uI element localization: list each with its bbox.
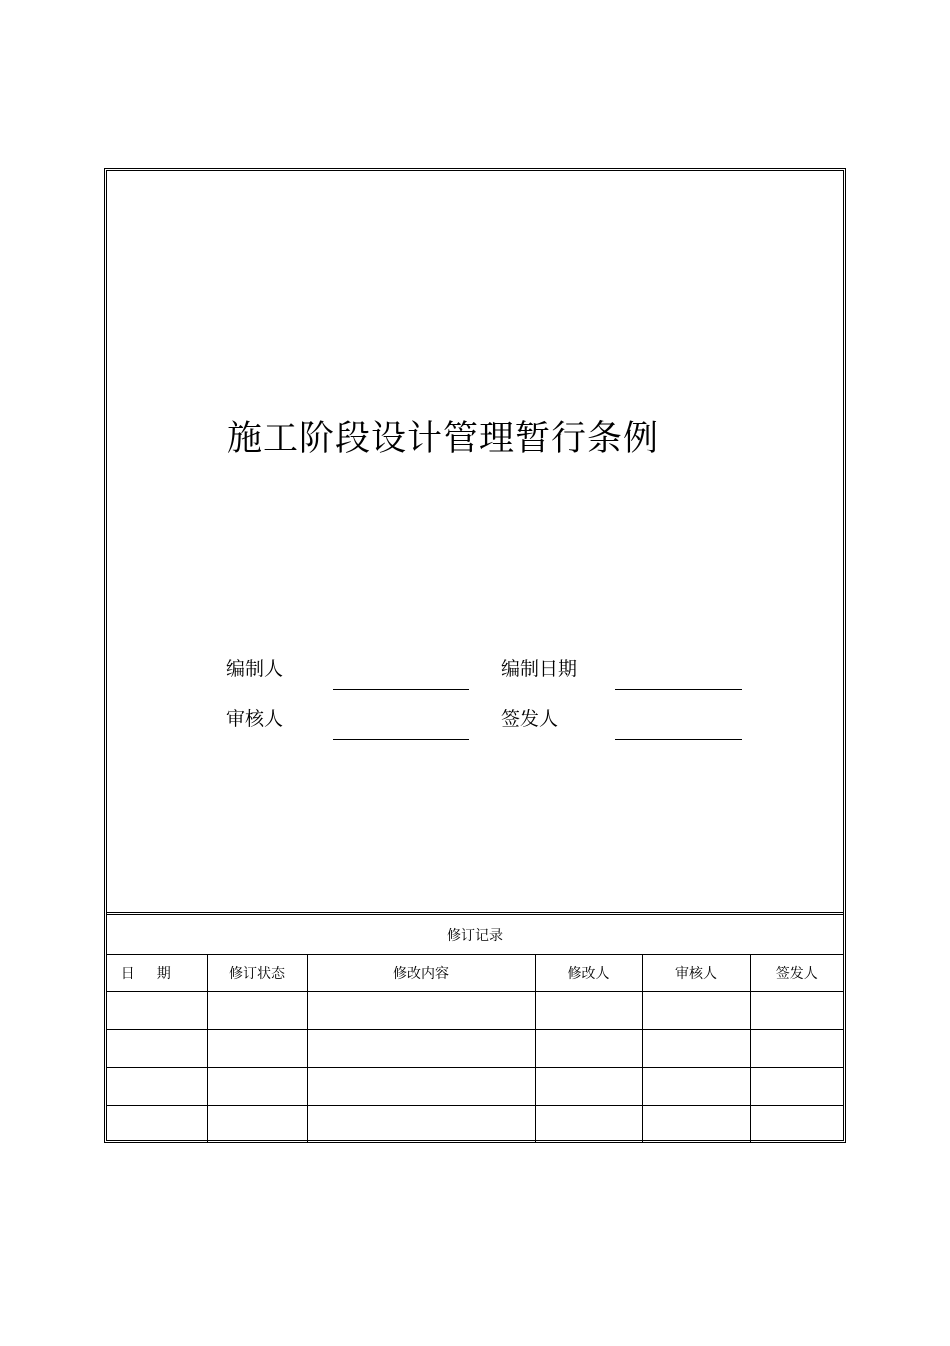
table-cell[interactable] — [750, 1106, 843, 1144]
table-cell[interactable] — [207, 992, 307, 1030]
table-cell[interactable] — [307, 1030, 535, 1068]
column-header-change-content: 修改内容 — [307, 955, 535, 992]
document-frame — [104, 168, 846, 1143]
table-cell[interactable] — [107, 1106, 207, 1144]
table-cell[interactable] — [207, 1030, 307, 1068]
table-cell[interactable] — [535, 1106, 642, 1144]
table-cell[interactable] — [107, 992, 207, 1030]
prepared-by-label: 编制人 — [226, 658, 284, 680]
revision-record-caption-row — [107, 915, 843, 955]
table-cell[interactable] — [307, 992, 535, 1030]
table-cell[interactable] — [107, 1068, 207, 1106]
document-title: 施工阶段设计管理暂行条例 — [227, 419, 660, 459]
table-cell[interactable] — [535, 1068, 642, 1106]
column-header-revision-status: 修订状态 — [207, 955, 307, 992]
table-row — [107, 1030, 843, 1068]
table-cell[interactable] — [642, 992, 750, 1030]
table-cell[interactable] — [642, 1030, 750, 1068]
table-cell[interactable] — [750, 992, 843, 1030]
prepared-date-line[interactable] — [615, 689, 742, 690]
table-cell[interactable] — [535, 992, 642, 1030]
table-cell[interactable] — [750, 1068, 843, 1106]
revision-record-header-row — [107, 955, 843, 992]
revision-record-caption: 修订记录 — [107, 915, 843, 955]
table-row — [107, 1068, 843, 1106]
table-cell[interactable] — [750, 1030, 843, 1068]
issued-by-line[interactable] — [615, 739, 742, 740]
table-cell[interactable] — [642, 1106, 750, 1144]
column-header-modified-by: 修改人 — [535, 955, 642, 992]
reviewed-by-label: 审核人 — [226, 708, 284, 730]
table-cell[interactable] — [207, 1068, 307, 1106]
revision-record-table — [107, 915, 843, 1143]
table-cell[interactable] — [207, 1106, 307, 1144]
table-cell[interactable] — [107, 1030, 207, 1068]
reviewed-by-line[interactable] — [333, 739, 469, 740]
table-cell[interactable] — [307, 1068, 535, 1106]
column-header-issued-by: 签发人 — [750, 955, 843, 992]
table-row — [107, 992, 843, 1030]
column-header-date: 日期 — [107, 955, 207, 992]
column-header-reviewed-by: 审核人 — [642, 955, 750, 992]
table-cell[interactable] — [535, 1030, 642, 1068]
issued-by-label: 签发人 — [501, 708, 559, 730]
cover-section — [107, 171, 843, 915]
prepared-by-line[interactable] — [333, 689, 469, 690]
table-cell[interactable] — [307, 1106, 535, 1144]
table-cell[interactable] — [642, 1068, 750, 1106]
prepared-date-label: 编制日期 — [501, 658, 578, 680]
table-row — [107, 1106, 843, 1144]
